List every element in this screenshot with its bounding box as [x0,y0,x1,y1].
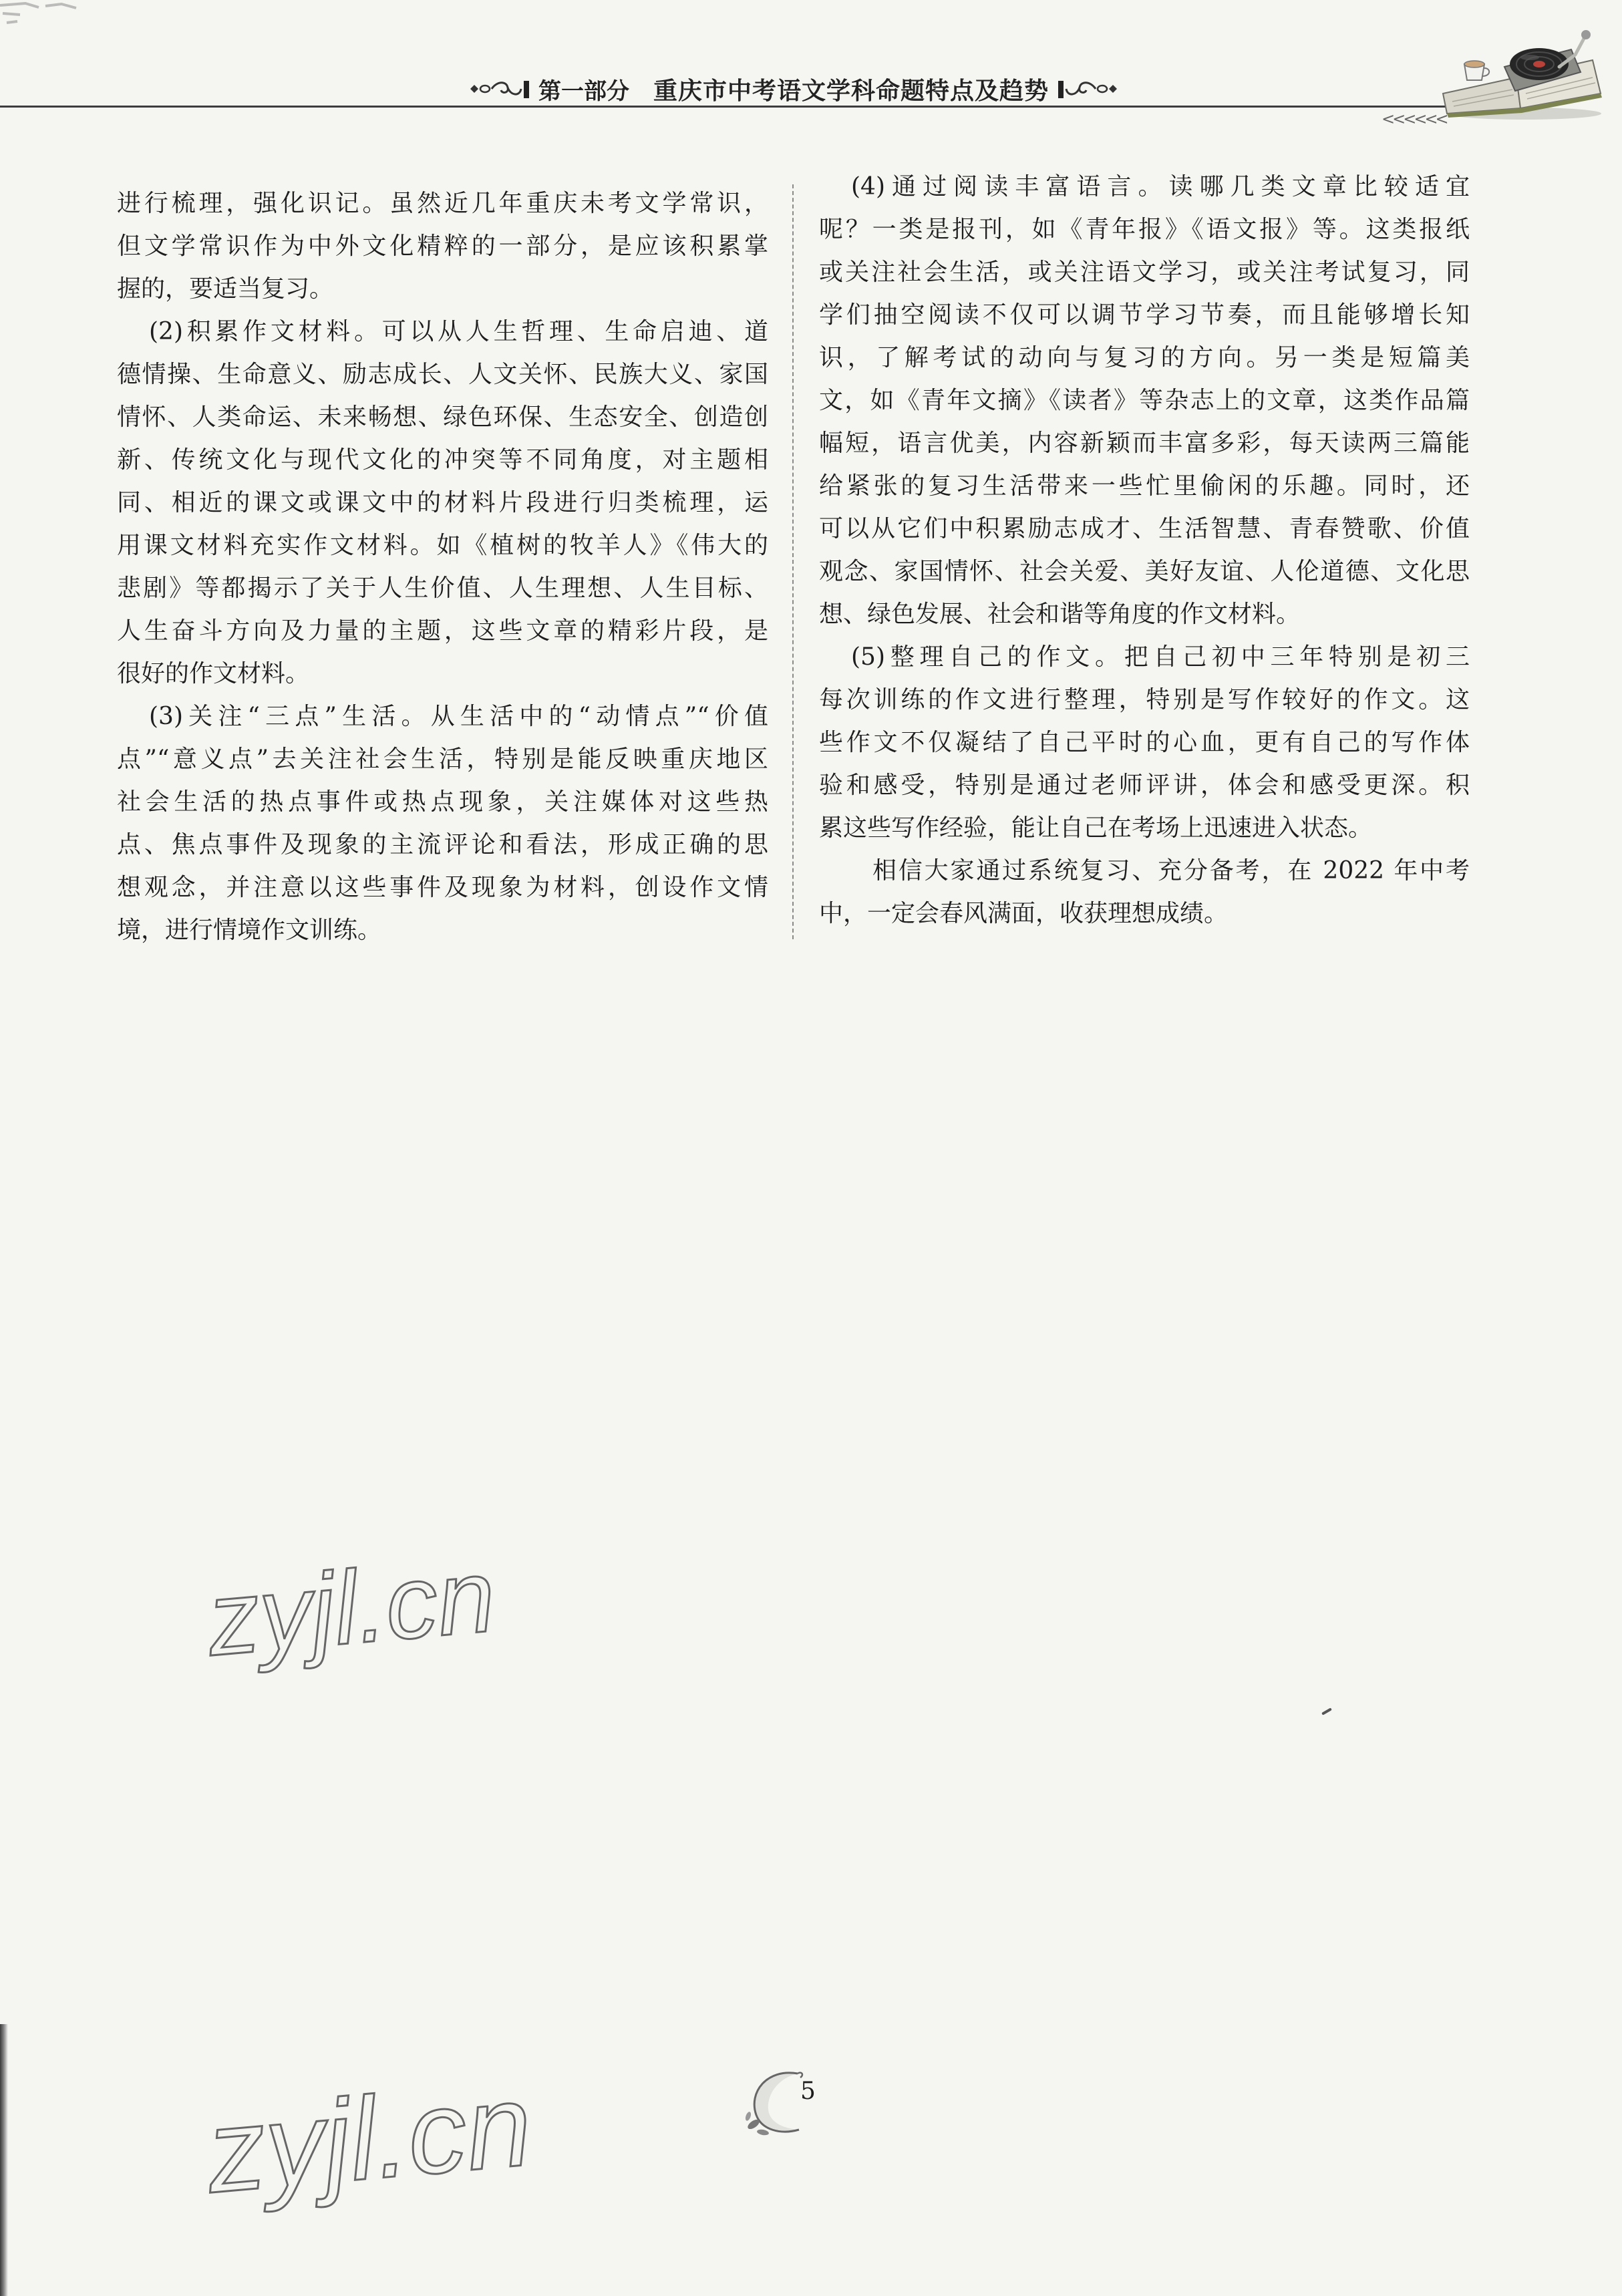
scan-artifact [0,0,94,40]
paragraph-writing-materials [117,311,768,695]
chapter-title: 重庆市中考语文学科命题特点及趋势 [653,77,1049,105]
text-line: 中，一定会春风满面，收获理想成绩。 [819,900,1229,927]
right-column [819,166,1470,935]
paragraph-three-points [117,695,768,952]
header-rule [0,106,1466,108]
scan-speck [1321,1707,1332,1715]
text-line: 或关注社会生活，或关注语文学习，或关注考试复习，同 [819,259,1470,286]
text-line: (4)通过阅读丰富语言。读哪几类文章比较适宜 [851,173,1470,200]
text-line: 用课文材料充实作文材料。如《植树的牧羊人》《伟大的 [117,532,768,559]
column-divider [792,184,794,939]
text-line: 观念、家国情怀、社会关爱、美好友谊、人伦道德、文化思 [819,558,1470,585]
page-number: 5 [800,2078,816,2105]
text-line: (5)整理自己的作文。把自己初中三年特别是初三 [851,643,1470,671]
text-line: 同、相近的课文或课文中的材料片段进行归类梳理，运 [117,489,768,516]
text-line: (3)关注“三点”生活。从生活中的“动情点”“价值 [149,703,768,730]
text-line: 想观念，并注意以这些事件及现象为材料，创设作文情 [117,874,768,901]
text-line: 社会生活的热点事件或热点现象，关注媒体对这些热 [117,788,768,816]
text-line: 很好的作文材料。 [117,660,310,687]
text-line: 识，了解考试的动向与复习的方向。另一类是短篇美 [819,344,1470,371]
watermark: zyjl.cn [201,2060,537,2218]
left-column [117,182,768,952]
watermark: zyjl.cn [202,1537,500,1677]
paragraph-closing [819,850,1470,935]
text-line: 握的，要适当复习。 [117,275,334,303]
text-line: 情怀、人类命运、未来畅想、绿色环保、生态安全、创造创 [117,403,768,431]
book-gramophone-illustration [1438,8,1605,122]
text-line: 境，进行情境作文训练。 [117,917,382,944]
text-line: 人生奋斗方向及力量的主题，这些文章的精彩片段，是 [117,617,768,645]
text-line: 验和感受，特别是通过老师评讲，体会和感受更深。积 [819,772,1470,799]
text-line: 相信大家通过系统复习、充分备考，在 2022 年中考 [872,857,1470,884]
scroll-ornament-right-icon [1056,77,1120,101]
paragraph-review-literature [117,182,768,311]
text-line: 但文学常识作为中外文化精粹的一部分，是应该积累掌 [117,232,768,260]
running-header [468,72,1120,106]
text-line: 德情操、生命意义、励志成长、人文关怀、民族大义、家国 [117,361,768,388]
scroll-ornament-left-icon [468,77,532,101]
paragraph-reading [819,166,1470,636]
text-line: 点、焦点事件及现象的主流评论和看法，形成正确的思 [117,831,768,858]
text-line: 进行梳理，强化识记。虽然近几年重庆未考文学常识， [117,190,768,217]
leaf-swirl-icon [740,2066,807,2139]
text-line: 幅短，语言优美，内容新颖而丰富多彩，每天读两三篇能 [819,430,1470,457]
chevron-left-icon: <<<<<< [1382,110,1446,128]
text-line: 呢？一类是报刊，如《青年报》《语文报》等。这类报纸 [819,216,1470,243]
text-line: 可以从它们中积累励志成才、生活智慧、青春赞歌、价值 [819,515,1470,542]
text-line: 学们抽空阅读不仅可以调节学习节奏，而且能够增长知 [819,301,1470,329]
text-line: 文，如《青年文摘》《读者》等杂志上的文章，这类作品篇 [819,387,1470,414]
text-line: (2)积累作文材料。可以从人生哲理、生命启迪、道 [149,318,768,345]
text-line: 想、绿色发展、社会和谐等角度的作文材料。 [819,601,1301,628]
text-line: 点”“意义点”去关注社会生活，特别是能反映重庆地区 [117,746,768,773]
binding-shadow [0,2024,8,2296]
text-line: 给紧张的复习生活带来一些忙里偷闲的乐趣。同时，还 [819,472,1470,500]
text-line: 新、传统文化与现代文化的冲突等不同角度，对主题相 [117,446,768,474]
paragraph-own-essays [819,636,1470,850]
section-label: 第一部分 [538,77,629,105]
text-line: 累这些写作经验，能让自己在考场上迅速进入状态。 [819,814,1373,842]
text-line: 些作文不仅凝结了自己平时的心血，更有自己的写作体 [819,729,1470,756]
text-line: 每次训练的作文进行整理，特别是写作较好的作文。这 [819,686,1470,713]
text-line: 悲剧》等都揭示了关于人生价值、人生理想、人生目标、 [117,575,768,602]
